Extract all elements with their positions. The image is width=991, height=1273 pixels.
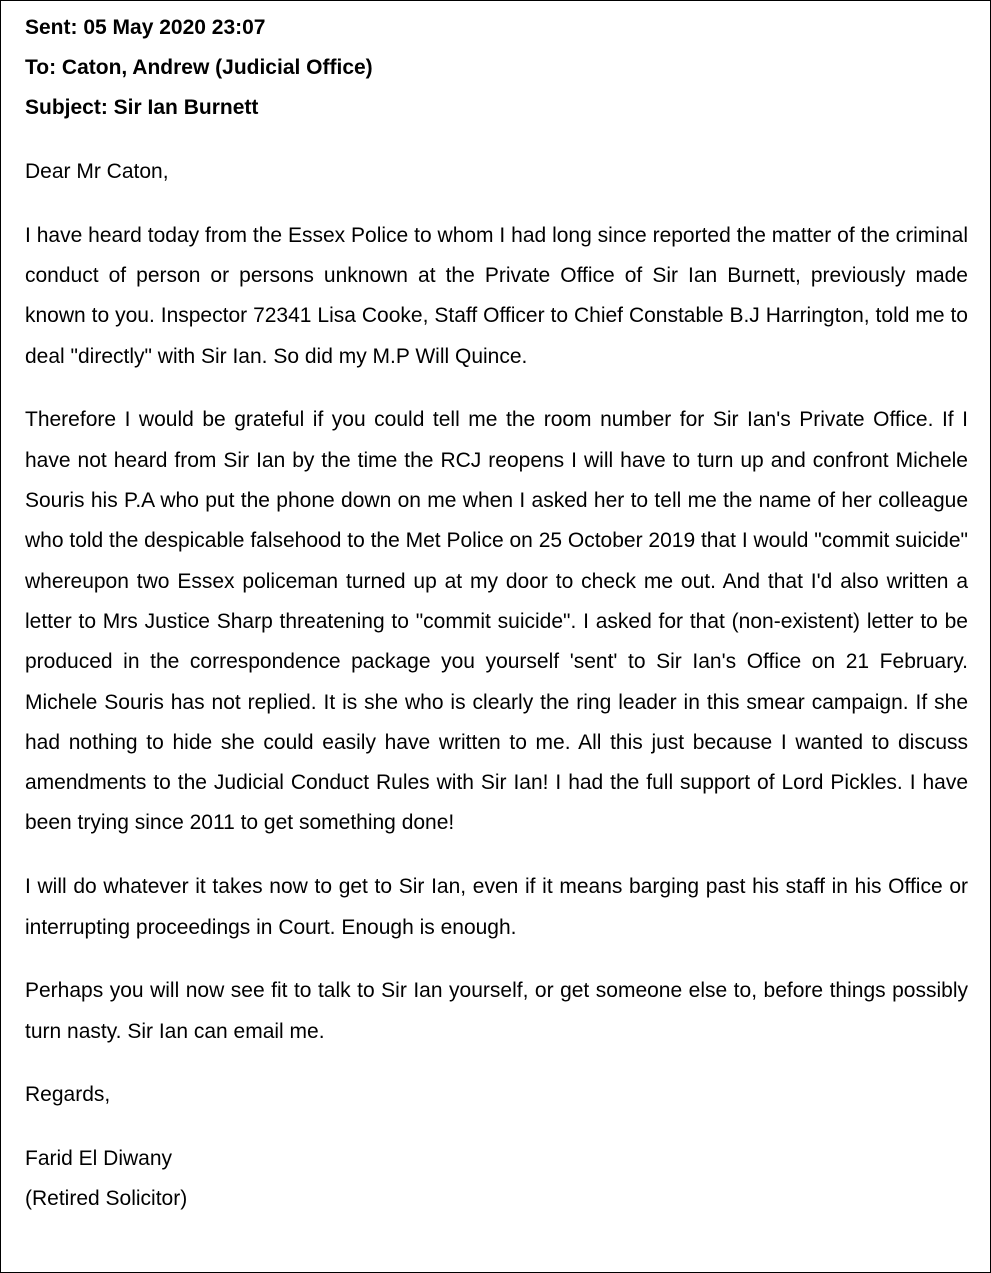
signature-name: Farid El Diwany [25,1146,173,1170]
signature-title: (Retired Solicitor) [25,1187,188,1211]
salutation: Dear Mr Caton, [25,160,169,183]
body-paragraph-2: Therefore I would be grateful if you could tell me the room number for Sir Ian's Private Office. If I have not heard from Sir Ian by the time the RCJ reopens I will have to turn up and confront Michele Souris his P.A who put the phone down on me when I asked her to tell me the name of her colleague who told the despicable falsehood to the Met Police on 25 October 2019 that I would "commit suicide" whereupon two Essex policeman turned up at my door to check me out. And that I'd also written a letter to Mrs Justice Sharp threatening to "commit suicide". I asked for that (non-existent) letter to be produced in the correspondence package you yourself 'sent' to Sir Ian's Office on 21 February. Michele Souris has not replied. It is she who is clearly the ring leader in this smear campaign. If she had nothing to hide she could easily have written to me. All this just because I wanted to discuss amendments to the Judicial Conduct Rules with Sir Ian! I had the full support of Lord Pickles. I have been trying since 2011 to get something done! [25,408,968,835]
subject-line: Subject: Sir Ian Burnett [25,96,259,119]
sent-line: Sent: 05 May 2020 23:07 [25,16,266,39]
closing: Regards, [25,1083,111,1107]
body-paragraph-1: I have heard today from the Essex Police to whom I had long since reported the matter of the criminal conduct of person or persons unknown at the Private Office of Sir Ian Burnett, previously made known to you. Inspector 72341 Lisa Cooke, Staff Officer to Chief Constable B.J Harrington, told me to deal "directly" with Sir Ian. So did my M.P Will Quince. [25,223,968,368]
body-paragraph-3: I will do whatever it takes now to get to Sir Ian, even if it means barging past his staff in his Office or interrupting proceedings in Court. Enough is enough. [25,875,968,939]
to-line: To: Caton, Andrew (Judicial Office) [25,56,373,79]
body-paragraph-4: Perhaps you will now see fit to talk to Sir Ian yourself, or get someone else to, before things possibly turn nasty. Sir Ian can email me. [25,979,968,1043]
signature-block [25,1139,968,1220]
